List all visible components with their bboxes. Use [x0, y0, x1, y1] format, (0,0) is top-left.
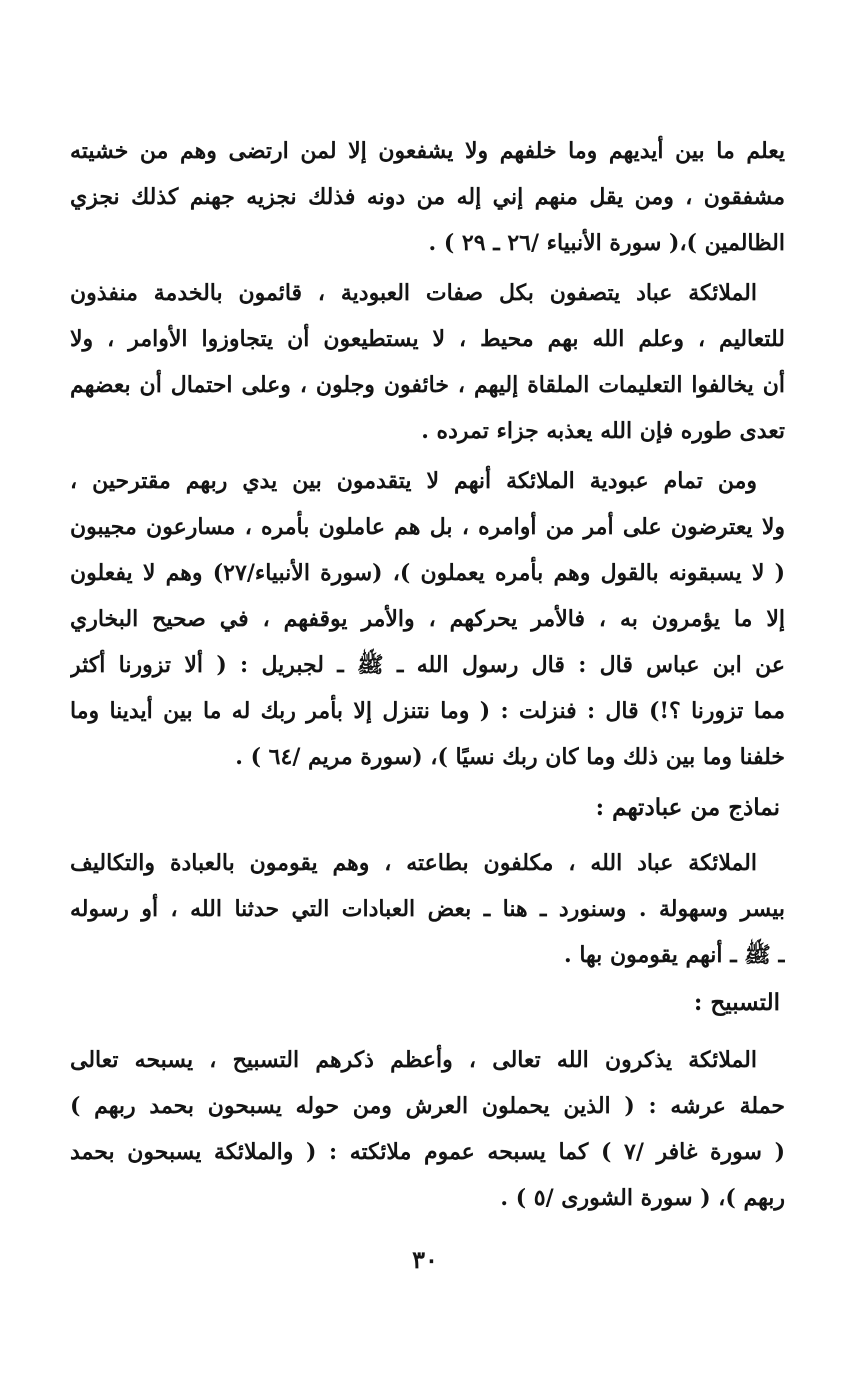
page-number: ٣٠ [412, 1245, 438, 1274]
text-line: حملة عرشه : ( الذين يحملون العرش ومن حوله يسبحون بحمد ربهم ) [70, 1093, 785, 1119]
text-line: ومن تمام عبودية الملائكة أنهم لا يتقدمون بين يدي ربهم مقترحين ، [70, 468, 757, 494]
text-line: الظالمين )،( سورة الأنبياء /٢٦ ـ ٢٩ ) . [428, 230, 785, 256]
text-line: مشفقون ، ومن يقل منهم إني إله من دونه فذلك نجزيه جهنم كذلك نجزي [70, 184, 785, 210]
paragraph-angels-obedience [70, 458, 785, 780]
text-line: تعدى طوره فإن الله يعذبه جزاء تمرده . [421, 418, 785, 444]
text-line: عن ابن عباس قال : قال رسول الله ـ ﷺ ـ لجبريل : ( ألا تزورنا أكثر [70, 652, 785, 678]
text-line: ربهم )، ( سورة الشورى /٥ ) . [500, 1185, 785, 1211]
text-line: خلفنا وما بين ذلك وما كان ربك نسيًا )، (سورة مريم /٦٤ ) . [235, 744, 785, 770]
text-line: الملائكة عباد الله ، مكلفون بطاعته ، وهم يقومون بالعبادة والتكاليف [70, 850, 757, 876]
text-line: بيسر وسهولة . وسنورد ـ هنا ـ بعض العبادات التي حدثنا الله ، أو رسوله [70, 896, 785, 922]
paragraph-angels-servants [70, 270, 785, 454]
text-line: إلا ما يؤمرون به ، فالأمر يحركهم ، والأمر يوقفهم ، في صحيح البخاري [70, 606, 785, 632]
text-line: ( سورة غافر /٧ ) كما يسبحه عموم ملائكته : ( والملائكة يسبحون بحمد [70, 1139, 785, 1165]
text-line: ( لا يسبقونه بالقول وهم بأمره يعملون )، (سورة الأنبياء/٢٧) وهم لا يفعلون [70, 560, 785, 586]
section-heading-tasbih: التسبيح : [693, 989, 780, 1016]
paragraph-worship-intro [70, 840, 785, 978]
paragraph-quran-quote-anbiya [70, 128, 785, 266]
text-line: للتعاليم ، وعلم الله بهم محيط ، لا يستطيعون أن يتجاوزوا الأوامر ، ولا [70, 326, 785, 352]
text-line: مما تزورنا ؟!) قال : فنزلت : ( وما نتنزل إلا بأمر ربك له ما بين أيدينا وما [70, 698, 785, 724]
text-line: ولا يعترضون على أمر من أوامره ، بل هم عاملون بأمره ، مسارعون مجيبون [70, 514, 785, 540]
text-line: الملائكة عباد يتصفون بكل صفات العبودية ، قائمون بالخدمة منفذون [70, 280, 757, 306]
section-heading-worship-examples: نماذج من عبادتهم : [595, 794, 780, 821]
text-line: الملائكة يذكرون الله تعالى ، وأعظم ذكرهم التسبيح ، يسبحه تعالى [70, 1047, 757, 1073]
paragraph-tasbih [70, 1037, 785, 1221]
text-line: أن يخالفوا التعليمات الملقاة إليهم ، خائفون وجلون ، وعلى احتمال أن بعضهم [70, 372, 785, 398]
text-line: يعلم ما بين أيديهم وما خلفهم ولا يشفعون إلا لمن ارتضى وهم من خشيته [70, 138, 785, 164]
text-line: ـ ﷺ ـ أنهم يقومون بها . [564, 942, 785, 968]
